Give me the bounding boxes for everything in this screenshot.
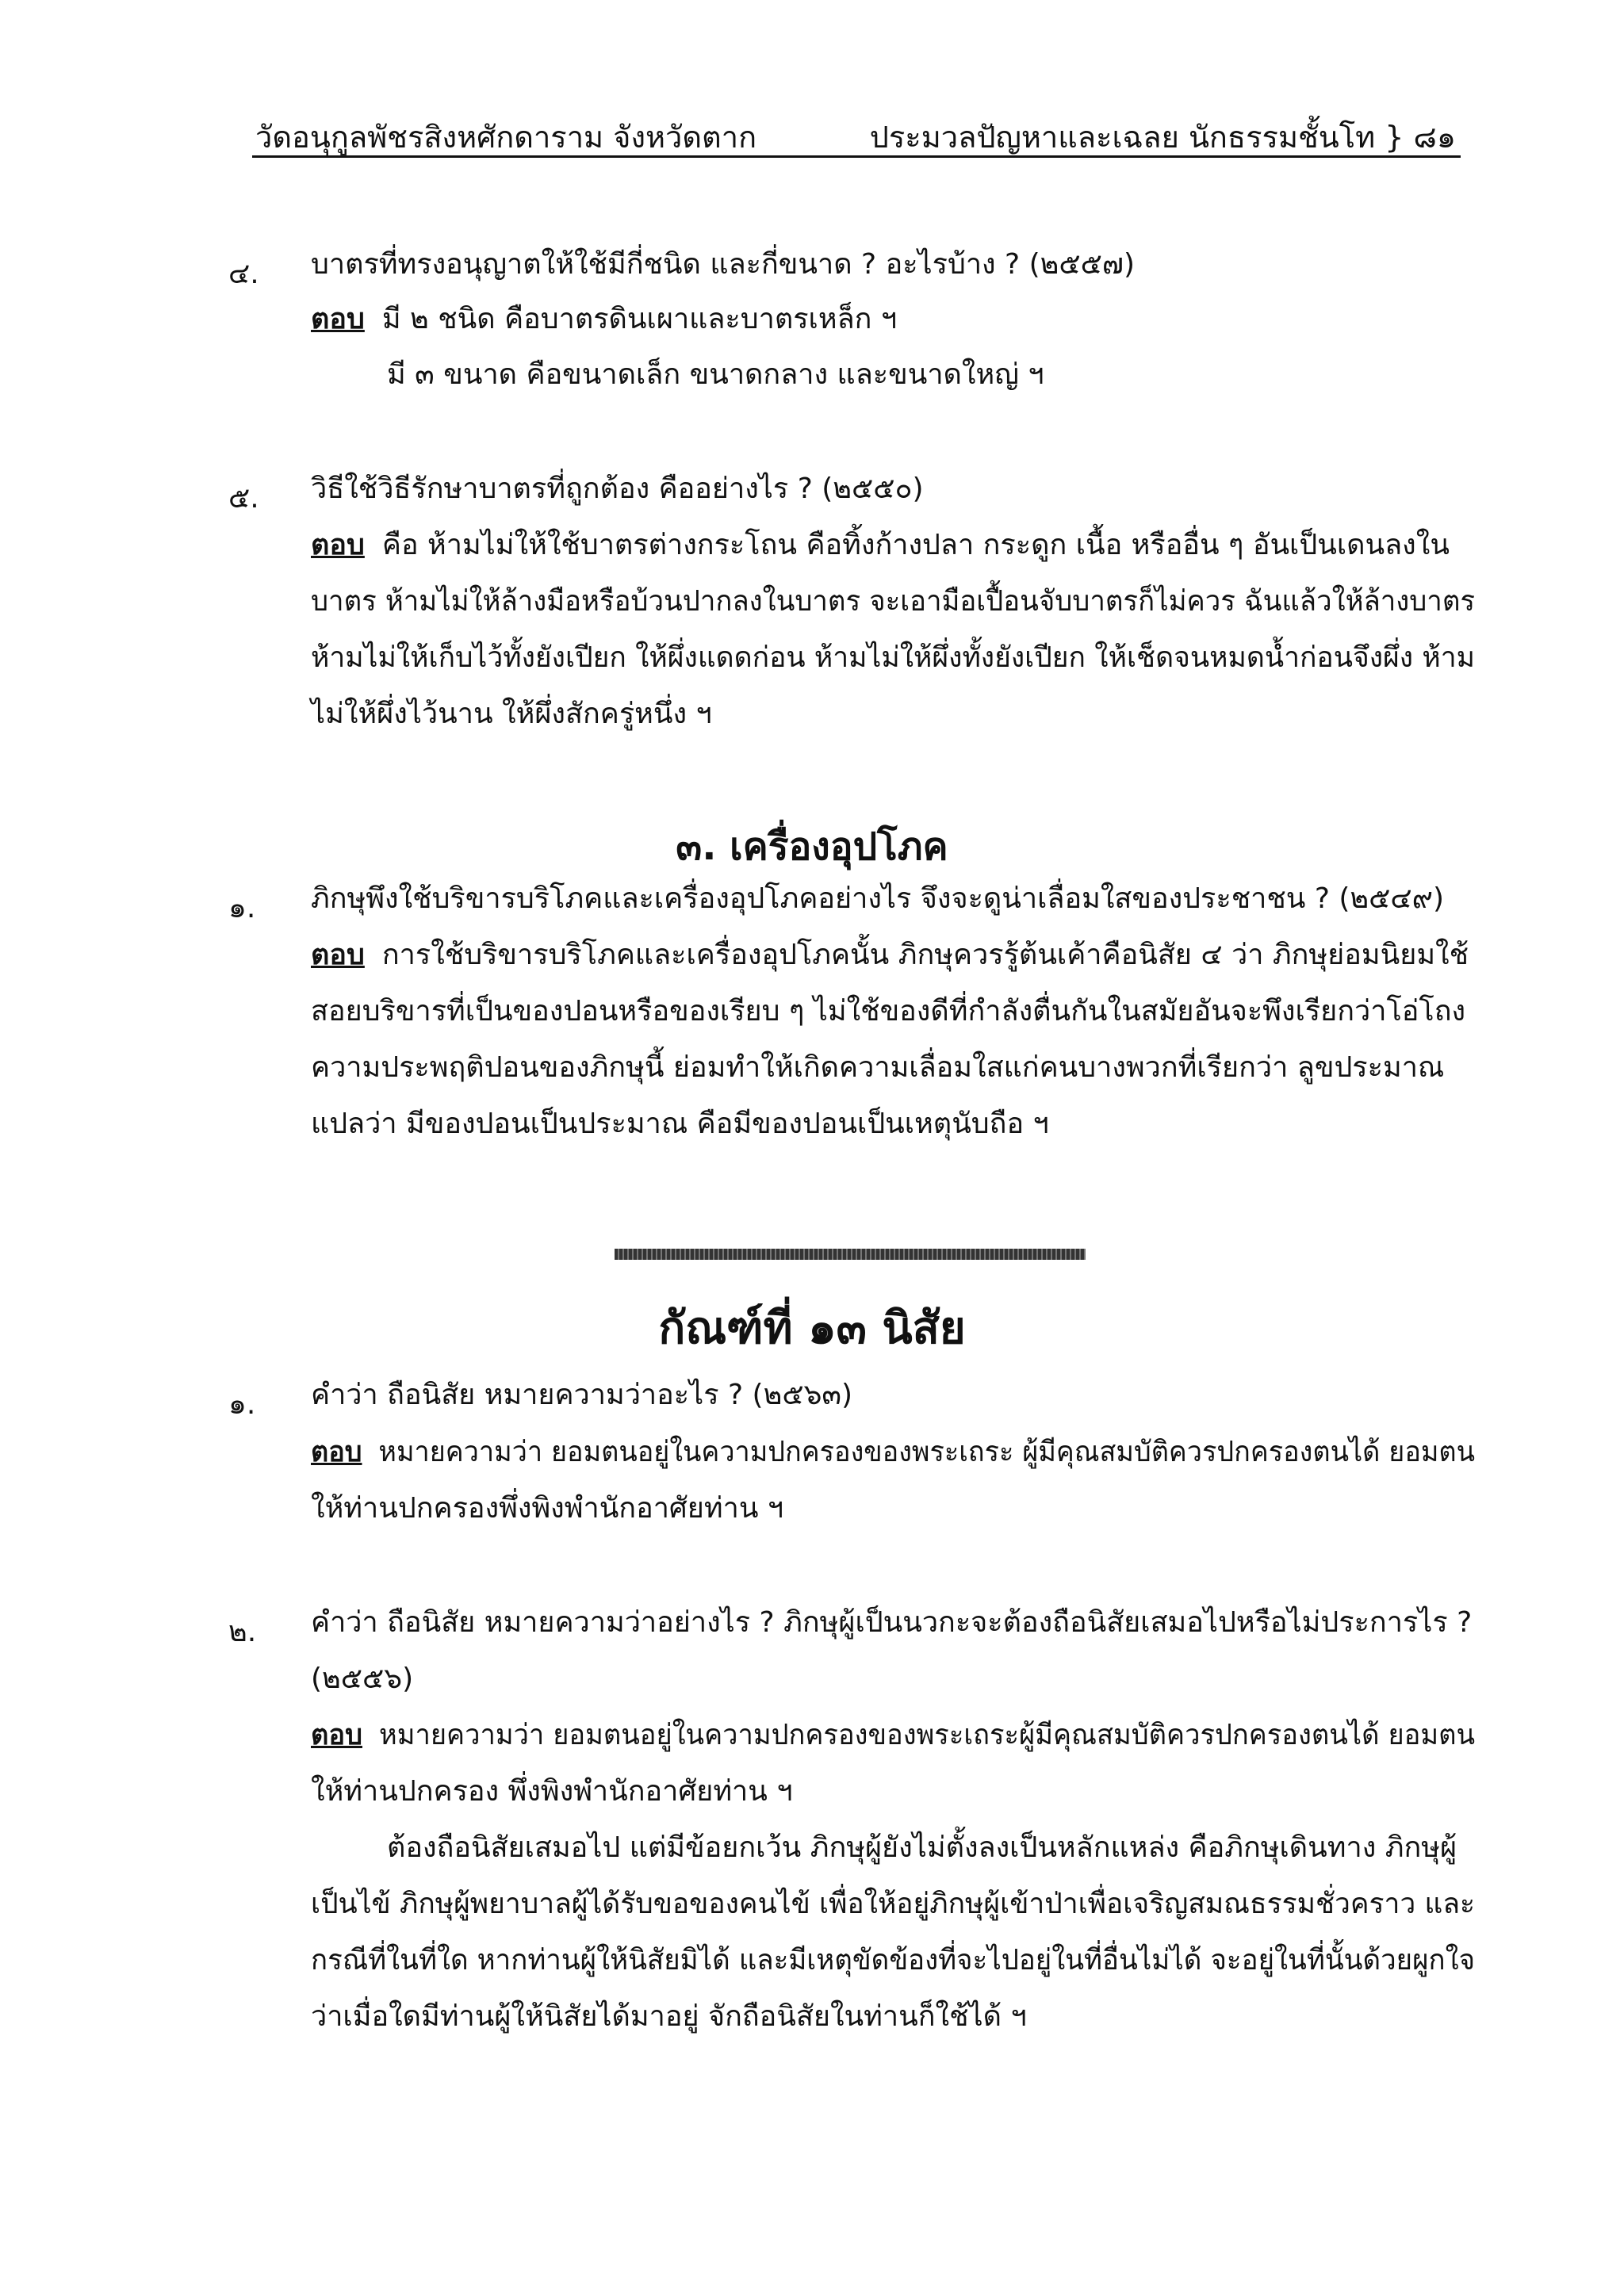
chapter-13-title: กัณฑ์ที่ ๑๓ นิสัย [658,1303,966,1354]
q5-answer-3: ห้ามไม่ให้เก็บไว้ทั้งยังเปียก ให้ผึ่งแดดก่อน ห้ามไม่ให้ผึ่งทั้งยังเปียก ให้เช็ดจนหมดน้ำก่อนจึงผึ่ง ห้าม [311,641,1475,674]
s3-q1-answer-2: สอยบริขารที่เป็นของปอนหรือของเรียบ ๆ ไม่ใช้ของดีที่กำลังตื่นกันในสมัยอันจะพึงเรียกว่าโอ่โถง [311,995,1466,1027]
answer-label: ตอบ [311,939,365,971]
chapter-divider [615,1249,1086,1260]
c13-q2-answer-2: ให้ท่านปกครอง พึ่งพิงพำนักอาศัยท่าน ฯ [311,1775,793,1808]
q4-answer-1: มี ๒ ชนิด คือบาตรดินเผาและบาตรเหล็ก ฯ [381,303,898,335]
c13-q2-answer-5: กรณีที่ในที่ใด หากท่านผู้ให้นิสัยมิได้ และมีเหตุขัดข้องที่จะไปอยู่ในที่อื่นไม่ได้ จะอยู่ในที่นั้นด้วยผูกใจ [311,1944,1476,1976]
q5-number: ๕. [228,482,259,515]
c13-q1-answer-2: ให้ท่านปกครองพึ่งพิงพำนักอาศัยท่าน ฯ [311,1492,784,1525]
c13-q1-answer-line-1 [311,1438,1475,1467]
s3-q1-question: ภิกษุพึงใช้บริขารบริโภคและเครื่องอุปโภคอย่างไร จึงจะดูน่าเลื่อมใสของประชาชน ? (๒๕๔๙) [311,882,1445,915]
q5-answer-line-1 [311,531,1450,560]
answer-label: ตอบ [311,529,365,561]
q5-answer-4: ไม่ให้ผึ่งไว้นาน ให้ผึ่งสักครู่หนึ่ง ฯ [311,698,712,730]
answer-label: ตอบ [311,1719,362,1751]
q4-number: ๔. [228,258,259,290]
s3-q1-answer-3: ความประพฤติปอนของภิกษุนี้ ย่อมทำให้เกิดความเลื่อมใสแก่คนบางพวกที่เรียกว่า ลูขประมาณ [311,1051,1445,1084]
q4-answer-2: มี ๓ ขนาด คือขนาดเล็ก ขนาดกลาง และขนาดใหญ่ ฯ [387,358,1044,391]
q4-answer-line-1 [311,305,897,334]
q5-answer-2: บาตร ห้ามไม่ให้ล้างมือหรือบ้วนปากลงในบาตร จะเอามือเปื้อนจับบาตรก็ไม่ควร ฉันแล้วให้ล้างบาตร [311,585,1476,618]
s3-q1-answer-line-1 [311,941,1469,970]
answer-label: ตอบ [311,303,365,335]
c13-q1-number: ๑. [228,1388,256,1421]
c13-q2-answer-line-1 [311,1721,1475,1750]
c13-q2-number: ๒. [228,1616,257,1648]
c13-q1-question: คำว่า ถือนิสัย หมายความว่าอะไร ? (๒๕๖๓) [311,1379,853,1411]
s3-q1-number: ๑. [228,892,256,924]
section-3-title: ๓. เครื่องอุปโภค [676,825,948,869]
header-right: ประมวลปัญหาและเฉลย นักธรรมชั้นโท } ๘๑ [869,120,1456,155]
q5-answer-1: คือ ห้ามไม่ให้ใช้บาตรต่างกระโถน คือทิ้งก้างปลา กระดูก เนื้อ หรืออื่น ๆ อันเป็นเดนลงใน [381,529,1450,561]
c13-q2-answer-3: ต้องถือนิสัยเสมอไป แต่มีข้อยกเว้น ภิกษุผู้ยังไม่ตั้งลงเป็นหลักแหล่ง คือภิกษุเดินทาง ภิกษุผู้ [387,1831,1457,1864]
q4-question: บาตรที่ทรงอนุญาตให้ใช้มีกี่ชนิด และกี่ขนาด ? อะไรบ้าง ? (๒๕๕๗) [311,248,1135,281]
c13-q2-answer-6: ว่าเมื่อใดมีท่านผู้ให้นิสัยได้มาอยู่ จักถือนิสัยในท่านก็ใช้ได้ ฯ [311,2000,1027,2033]
header-left: วัดอนุกูลพัชรสิงหศักดาราม จังหวัดตาก [255,120,757,155]
c13-q2-question: คำว่า ถือนิสัย หมายความว่าอย่างไร ? ภิกษุผู้เป็นนวกะจะต้องถือนิสัยเสมอไปหรือไม่ประการไร ? [311,1606,1473,1639]
c13-q2-answer-1: หมายความว่า ยอมตนอยู่ในความปกครองของพระเถระผู้มีคุณสมบัติควรปกครองตนได้ ยอมตน [379,1719,1476,1751]
c13-q2-year: (๒๕๕๖) [311,1663,414,1695]
c13-q2-answer-4: เป็นไข้ ภิกษุผู้พยาบาลผู้ได้รับขอของคนไข้ เพื่อให้อยู่ภิกษุผู้เข้าป่าเพื่อเจริญสมณธรรมชั่วคราว และ [311,1888,1476,1920]
c13-q1-answer-1: หมายความว่า ยอมตนอยู่ในความปกครองของพระเถระ ผู้มีคุณสมบัติควรปกครองตนได้ ยอมตน [378,1436,1476,1468]
header-rule [252,155,1461,158]
s3-q1-answer-4: แปลว่า มีของปอนเป็นประมาณ คือมีของปอนเป็นเหตุนับถือ ฯ [311,1108,1049,1140]
s3-q1-answer-1: การใช้บริขารบริโภคและเครื่องอุปโภคนั้น ภิกษุควรรู้ต้นเค้าคือนิสัย ๔ ว่า ภิกษุย่อมนิยมใช้ [381,939,1469,971]
answer-label: ตอบ [311,1436,362,1468]
q5-question: วิธีใช้วิธีรักษาบาตรที่ถูกต้อง คืออย่างไร ? (๒๕๕๐) [311,473,924,505]
